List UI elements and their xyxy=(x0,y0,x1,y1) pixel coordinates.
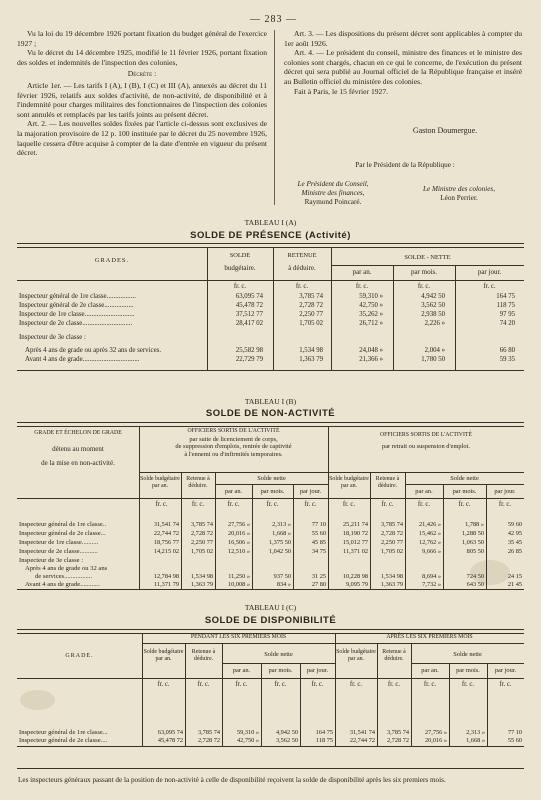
cell-par-mois: 2,004 » xyxy=(424,347,445,354)
sig-right-name: Léon Perrier. xyxy=(440,194,478,202)
cell: 15,462 » xyxy=(418,530,441,537)
table-solde-presence xyxy=(17,243,524,393)
cell-retenue: 2,250 77 xyxy=(299,311,323,318)
unit-label: fr. c. xyxy=(155,501,168,508)
unit-label: fr. c. xyxy=(157,681,170,688)
row-label: Inspecteur général de 1re classe... xyxy=(19,729,108,736)
cell: 1,705 02 xyxy=(190,548,213,555)
cell: 63,095 74 xyxy=(157,729,183,736)
cell: 1,668 » xyxy=(272,530,291,537)
cell: 8,694 » xyxy=(422,573,441,580)
cell: 12,762 » xyxy=(418,539,441,546)
cell: 77 10 xyxy=(507,729,522,736)
col-header-solde-nette: Solde nette xyxy=(264,651,293,658)
par-le-president: Par le Président de la République : xyxy=(355,161,455,169)
cell: 2,250 77 xyxy=(190,539,213,546)
unit-label: fr. c. xyxy=(417,501,431,508)
cell-solde: 22,729 79 xyxy=(235,356,263,363)
rule xyxy=(142,643,524,644)
cell: 3,785 74 xyxy=(197,729,220,736)
cell-retenue: 2,728 72 xyxy=(299,302,323,309)
sig-right-title: Le Ministre des colonies, xyxy=(423,185,495,193)
cell-par-mois: 3,562 50 xyxy=(421,302,445,309)
cell-par-jour: 97 95 xyxy=(499,311,515,318)
col-header-detenu: détenu au moment xyxy=(52,445,104,453)
tableau-1b-title: SOLDE DE NON-ACTIVITÉ xyxy=(205,408,336,419)
cell: 1,063 50 xyxy=(461,539,484,546)
cell: 25,211 74 xyxy=(343,521,368,528)
unit-label: fr. c. xyxy=(461,681,475,688)
cell: 34 75 xyxy=(311,548,326,555)
cell: 164 75 xyxy=(315,729,333,736)
cell: 11,250 » xyxy=(228,573,250,580)
unit-label: fr. c. xyxy=(387,681,401,688)
unit-label: fr. c. xyxy=(295,283,309,290)
tableau-1c-title: SOLDE DE DISPONIBILITÉ xyxy=(204,615,337,626)
unit-label: fr. c. xyxy=(498,501,512,508)
cell: 18,756 77 xyxy=(153,539,179,546)
cell-par-an: 42,750 » xyxy=(359,302,383,309)
cell: 118 75 xyxy=(315,737,333,744)
tableau-1b-label: TABLEAU I (B) xyxy=(244,397,297,406)
cell: 9,095 79 xyxy=(345,581,368,588)
row-label: Inspecteur général de 2e classe.... xyxy=(19,737,108,744)
unit-label: fr. c. xyxy=(355,283,369,290)
row-label: Inspecteur général de 1re classe.. xyxy=(19,521,107,528)
cell: 1,534 98 xyxy=(190,573,213,580)
cell: 9,666 » xyxy=(422,548,441,555)
cell: 7,732 » xyxy=(422,581,441,588)
decrete-heading: Décrète : xyxy=(127,69,157,79)
col-header-solde-nette: Solde nette xyxy=(257,475,286,482)
cell: 55 60 xyxy=(507,737,522,744)
unit-label: fr. c. xyxy=(304,501,317,508)
col-header-solde-budg: Solde budgétaire par an. xyxy=(140,476,180,489)
row-label: de services................. xyxy=(35,573,93,580)
cell: 1,534 98 xyxy=(380,573,403,580)
col-header-grades: GRADES. xyxy=(94,257,130,264)
unit-label: fr. c. xyxy=(227,501,240,508)
cell: 14,215 02 xyxy=(153,548,179,555)
cell: 3,785 74 xyxy=(190,521,213,528)
col-header-par-jour-2: par jour. xyxy=(494,488,516,495)
cell: 11,371 79 xyxy=(154,581,179,588)
col-header-par-mois: par mois. xyxy=(260,488,285,495)
cell: 2,313 » xyxy=(466,729,485,736)
cell: 12,784 98 xyxy=(153,573,179,580)
cell: 2,728 72 xyxy=(197,737,220,744)
article-3: Art. 3. — Les dispositions du présent décret sont applicables à compter du 1er août 1926. xyxy=(284,29,522,48)
cell: 10,228 98 xyxy=(342,573,368,580)
rule xyxy=(17,422,524,427)
row-label: Avant 4 ans de grade................................. xyxy=(25,356,140,363)
rule xyxy=(331,265,524,266)
cell: 937 50 xyxy=(273,573,291,580)
unit-label: fr. c. xyxy=(458,501,471,508)
cell: 77 10 xyxy=(311,521,326,528)
cell-par-an: 24,048 » xyxy=(359,347,383,354)
col-header-par-mois: par mois. xyxy=(268,667,293,674)
left-column xyxy=(17,29,267,158)
visa-decret: Vu le décret du 14 décembre 1925, modifié le 11 février 1926, portant fixation des soldes et indemnités de l'inspection des colonies, xyxy=(17,48,267,67)
col-header-par-mois-2: par mois. xyxy=(452,488,477,495)
cell: 3,562 50 xyxy=(275,737,298,744)
cell: 4,942 50 xyxy=(275,729,298,736)
cell: 1,288 50 xyxy=(461,530,484,537)
unit-label: fr. c. xyxy=(342,501,356,508)
row-label: Après 4 ans de grade ou après 32 ans de services. xyxy=(25,347,162,354)
tableau-1c-label: TABLEAU I (C) xyxy=(244,603,297,612)
rule xyxy=(405,484,524,485)
col-header-pendant: PENDANT LES SIX PREMIERS MOIS xyxy=(190,634,287,640)
cell-retenue: 1,705 02 xyxy=(299,320,323,327)
cell: 26 85 xyxy=(507,548,522,555)
row-label: Après 4 ans de grade ou 32 ans xyxy=(25,565,108,572)
signature-president: Gaston Doumergue. xyxy=(412,126,478,135)
rule xyxy=(215,484,328,485)
cell-solde: 28,417 02 xyxy=(235,320,263,327)
unit-label: fr. c. xyxy=(274,681,287,688)
cell: 31,541 74 xyxy=(153,521,179,528)
row-label: Inspecteur général de 1re classe................. xyxy=(19,293,136,300)
cell-par-jour: 118 75 xyxy=(496,302,515,309)
unit-label: fr. c. xyxy=(197,681,210,688)
cell-retenue: 1,363 79 xyxy=(299,356,323,363)
cell: 10,008 » xyxy=(227,581,250,588)
cell: 27,756 » xyxy=(227,521,250,528)
cell: 2,728 72 xyxy=(380,530,403,537)
cell-par-mois: 4,942 50 xyxy=(421,293,445,300)
col-header-apres: APRÈS LES SIX PREMIERS MOIS xyxy=(386,634,473,640)
row-label: Inspecteur général de 2e classe... xyxy=(19,530,106,537)
col-header-a-deduire: à déduire. xyxy=(288,264,316,272)
col-header-retenue: Retenue à déduire. xyxy=(186,476,210,489)
sig-left-title2: Ministre des finances, xyxy=(301,189,365,197)
unit-label: fr. c. xyxy=(349,681,363,688)
cell-par-jour: 164 75 xyxy=(496,293,515,300)
col-header-retrait xyxy=(328,432,524,450)
cell-par-mois: 2,226 » xyxy=(424,320,445,327)
cell: 2,728 72 xyxy=(386,737,409,744)
col-header-par-an-2: par an. xyxy=(415,488,433,495)
cell-par-an: 26,712 » xyxy=(359,320,383,327)
unit-label: fr. c. xyxy=(235,681,248,688)
cell-solde: 25,582 98 xyxy=(235,347,263,354)
footnote: Les inspecteurs généraux passant de la position de non-activité à celle de disponibilité reçoivent la solde de disponibilité après les six premiers mois. xyxy=(18,776,446,784)
cell: 24 15 xyxy=(507,573,522,580)
col-header-grade: GRADE ET ÉCHELON DE GRADE xyxy=(34,430,122,436)
row-label: Inspecteur général de 2e classe................. xyxy=(19,302,134,309)
unit-label: fr. c. xyxy=(483,283,496,290)
cell: 834 » xyxy=(276,581,291,588)
cell-par-jour: 74 20 xyxy=(499,320,515,327)
cell-retenue: 3,785 74 xyxy=(299,293,323,300)
unit-label: fr. c. xyxy=(381,501,394,508)
column-divider xyxy=(274,30,275,205)
cell: 59 60 xyxy=(507,521,522,528)
cell-par-jour: 59 35 xyxy=(499,356,515,363)
header-line: OFFICIERS SORTIS DE L'ACTIVITÉ xyxy=(380,432,472,438)
col-header-par-mois: par mois. xyxy=(410,268,438,276)
unit-label: fr. c. xyxy=(423,681,437,688)
row-label: Inspecteur de 2e classe........... xyxy=(19,548,98,555)
cell: 22,744 72 xyxy=(153,530,179,537)
signature-block-right xyxy=(404,185,514,203)
cell: 27,756 » xyxy=(424,729,447,736)
table-non-activite xyxy=(17,422,524,592)
row-label: Avant 4 ans de grade............ xyxy=(25,581,100,588)
col-header-retenue-2: Retenue à déduire. xyxy=(382,649,406,662)
cell: 1,705 02 xyxy=(380,548,403,555)
rule xyxy=(17,280,524,281)
article-2: Art. 2. — Les nouvelles soldes fixées par l'article ci-dessus sont exclusives de la majoration provisoire de 12 p. 100 instituée par le décret du 25 novembre 1926, laquelle cessera d'être acquise à compter de la date d'entrée en vigueur du présent décret. xyxy=(17,119,267,158)
col-header-par-an: par an. xyxy=(224,488,243,495)
cell: 12,510 » xyxy=(227,548,250,555)
rule xyxy=(411,663,524,664)
col-header-par-jour: par jour. xyxy=(299,488,322,495)
cell: 21 45 xyxy=(507,581,522,588)
col-header-budgetaire: budgétaire. xyxy=(224,264,256,272)
col-header-par-an-2: par an. xyxy=(421,667,439,674)
cell: 20,016 » xyxy=(227,530,250,537)
col-header-par-jour: par jour. xyxy=(477,268,502,276)
rule xyxy=(17,746,524,747)
tableau-1a-title: SOLDE DE PRÉSENCE (Activité) xyxy=(190,230,351,241)
cell-par-an: 35,262 » xyxy=(359,311,383,318)
col-header-retenue-2: Retenue à déduire. xyxy=(375,476,400,489)
cell: 20,016 » xyxy=(424,737,447,744)
rule xyxy=(222,663,335,664)
col-header-mise: de la mise en non-activité. xyxy=(41,459,115,467)
rule xyxy=(17,678,524,679)
rule xyxy=(17,768,524,769)
unit-label: fr. c. xyxy=(499,681,512,688)
cell: 11,371 02 xyxy=(343,548,368,555)
row-label: Inspecteur de 2e classe............................. xyxy=(19,320,133,327)
cell: 59,310 » xyxy=(236,729,259,736)
col-header-par-jour-2: par jour. xyxy=(494,667,517,674)
row-label: Inspecteur de 1re classe............................. xyxy=(19,311,135,318)
col-header-grade: GRADE. xyxy=(65,653,94,659)
col-header-par-jour: par jour. xyxy=(306,667,329,674)
cell: 2,728 72 xyxy=(190,530,213,537)
col-header-solde-budg-2: Solde budgétaire par an. xyxy=(329,476,369,489)
cell: 55 60 xyxy=(311,530,326,537)
col-header-licenciement xyxy=(139,428,328,458)
cell: 35 45 xyxy=(507,539,522,546)
table-disponibilite xyxy=(17,629,524,771)
row-label: Inspecteur de 1re classe.......... xyxy=(19,539,99,546)
cell: 1,363 79 xyxy=(380,581,403,588)
cell: 31,541 74 xyxy=(349,729,375,736)
col-header-solde-nette-2: Solde nette xyxy=(453,651,482,658)
cell: 16,506 » xyxy=(227,539,250,546)
cell: 1,042 50 xyxy=(268,548,291,555)
header-line: par suite de licenciement de corps, xyxy=(189,435,278,443)
cell: 643 50 xyxy=(466,581,484,588)
cell: 3,785 74 xyxy=(380,521,403,528)
signature-block-left xyxy=(278,180,388,207)
cell-solde: 63,095 74 xyxy=(235,293,263,300)
cell: 805 50 xyxy=(466,548,484,555)
cell: 1,375 50 xyxy=(268,539,291,546)
cell-retenue: 1,534 98 xyxy=(299,347,323,354)
row-group-label: Inspecteur de 3e classe : xyxy=(19,557,84,564)
col-header-solde-budg: Solde budgétaire par an. xyxy=(143,649,184,662)
cell: 31 25 xyxy=(311,573,326,580)
unit-label: fr. c. xyxy=(233,283,247,290)
col-header-par-mois-2: par mois. xyxy=(456,667,480,674)
cell-par-mois: 2,938 50 xyxy=(421,311,445,318)
visa-loi: Vu la loi du 19 décembre 1926 portant fixation du budget général de l'exercice 1927 ; xyxy=(17,29,267,48)
right-column xyxy=(284,29,522,96)
col-header-solde-nette-2: Solde nette xyxy=(450,475,479,482)
unit-label: fr. c. xyxy=(191,501,205,508)
header-line: à l'ennemi ou d'infirmités temporaires. xyxy=(184,450,283,458)
cell-par-jour: 66 80 xyxy=(499,347,515,354)
row-group-label: Inspecteur de 3e classe : xyxy=(19,334,86,341)
fait-a-paris: Fait à Paris, le 15 février 1927. xyxy=(294,86,389,96)
unit-label: fr. c. xyxy=(417,283,431,290)
cell: 1,668 » xyxy=(466,737,485,744)
cell: 21,426 » xyxy=(418,521,441,528)
col-header-retenue: Retenue à déduire. xyxy=(191,649,216,662)
cell: 1,363 79 xyxy=(190,581,213,588)
cell: 724 50 xyxy=(466,573,484,580)
cell: 22,744 72 xyxy=(349,737,375,744)
cell: 3,785 74 xyxy=(386,729,409,736)
cell-solde: 45,478 72 xyxy=(235,302,263,309)
col-header-par-an: par an. xyxy=(352,268,372,276)
cell: 42 95 xyxy=(507,530,522,537)
col-header-retenue: RETENUE xyxy=(287,252,317,259)
cell-solde: 37,512 77 xyxy=(235,311,263,318)
unit-label: fr. c. xyxy=(311,681,324,688)
col-header-solde-budg-2: Solde budgétaire par an. xyxy=(336,649,376,662)
cell: 15,012 77 xyxy=(342,539,368,546)
cell: 45,478 72 xyxy=(157,737,183,744)
rule xyxy=(17,243,524,248)
tableau-1a-label: TABLEAU I (A) xyxy=(244,218,297,227)
header-line: OFFICIERS SORTIS DE L'ACTIVITÉ xyxy=(187,428,280,434)
col-header-solde-nette: SOLDE - NETTE xyxy=(404,254,451,261)
cell: 45 85 xyxy=(311,539,326,546)
cell-par-an: 59,310 » xyxy=(359,293,383,300)
cell: 18,190 72 xyxy=(342,530,368,537)
rule xyxy=(17,498,524,499)
article-4: Art. 4. — Le président du conseil, ministre des finances et le ministre des colonies sont chargés, chacun en ce qui le concerne, de l'exécution du présent décret qui sera publié au Journal officiel de la République française et inséré au Bulletin officiel du ministère des colonies. xyxy=(284,48,522,86)
header-line: par retrait ou suspension d'emploi. xyxy=(382,442,470,450)
article-1: Article 1er. — Les tarifs I (A), I (B), I (C) et III (A), annexés au décret du 11 février 1926, relatifs aux soldes d'activité, de non-activité, de disponibilité et à l'indemnité pour charges militaires des fonctionnaires de l'inspection des colonies sont annulés et remplacés par les tarifs joints au présent décret. xyxy=(17,80,267,119)
cell: 2,313 » xyxy=(272,521,291,528)
cell: 27 80 xyxy=(311,581,326,588)
col-header-solde: SOLDE xyxy=(229,252,251,259)
rule xyxy=(17,370,524,371)
unit-label: fr. c. xyxy=(266,501,279,508)
cell: 2,250 77 xyxy=(380,539,403,546)
cell: 42,750 » xyxy=(236,737,259,744)
cell: 1,788 » xyxy=(465,521,484,528)
rule xyxy=(139,472,524,473)
col-header-par-an: par an. xyxy=(232,667,251,674)
sig-left-name: Raymond Poincaré. xyxy=(304,198,362,206)
sig-left-title1: Le Président du Conseil, xyxy=(297,180,369,188)
cell-par-mois: 1,780 50 xyxy=(421,356,445,363)
header-line: de suppression d'emplois, rentrée de captivité xyxy=(175,443,292,451)
page-number: — 283 — xyxy=(250,14,297,25)
cell-par-an: 21,366 » xyxy=(359,356,383,363)
